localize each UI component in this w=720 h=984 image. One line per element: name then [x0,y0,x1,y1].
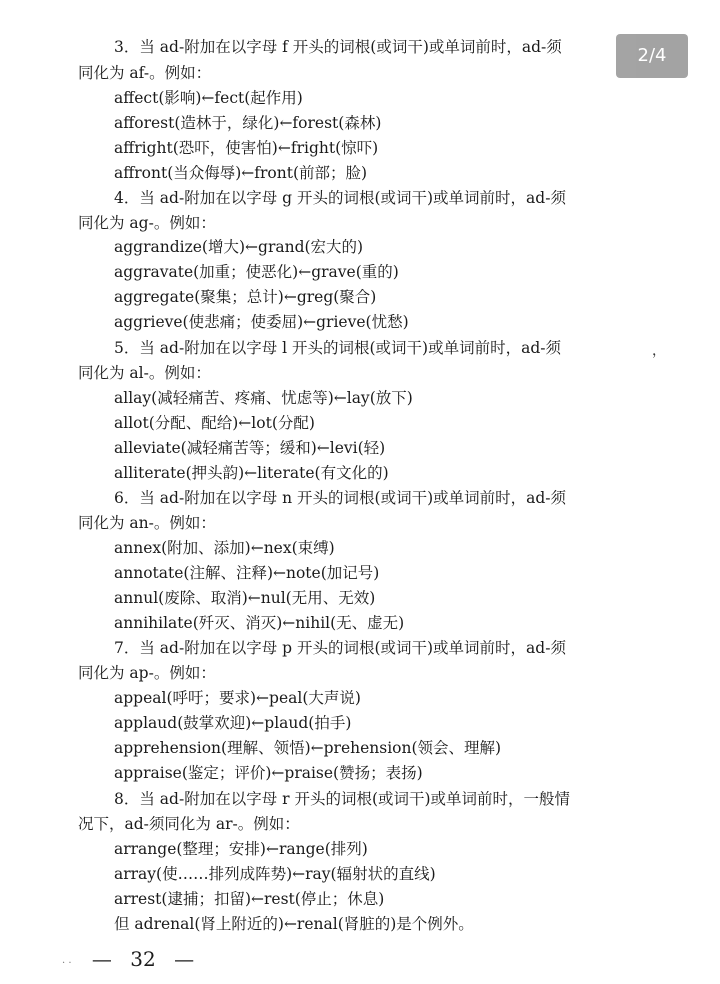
example-affect: affect(影响)←fect(起作用) [114,89,303,107]
exception-adrenal: 但 adrenal(肾上附近的)←renal(肾脏的)是个例外。 [114,915,474,933]
page-indicator-badge[interactable]: 2/4 [616,34,688,78]
rule-f-line-2: 同化为 af-。例如： [78,64,212,82]
example-annex: annex(附加、添加)←nex(束缚) [114,539,335,557]
example-aggravate: aggravate(加重；使恶化)←grave(重的) [114,263,399,281]
example-affront: affront(当众侮辱)←front(前部；脸) [114,164,368,182]
footer-dots: . . [62,954,72,966]
example-arrange: arrange(整理；安排)←range(排列) [114,840,368,858]
rule-n-line-1: 6．当 ad-附加在以字母 n 开头的词根(或词干)或单词前时，ad-须 [114,489,567,507]
example-arrest: arrest(逮捕；扣留)←rest(停止；休息) [114,890,385,908]
rule-f-line-1: 3．当 ad-附加在以字母 f 开头的词根(或词干)或单词前时，ad-须 [114,38,562,56]
example-array: array(使……排列成阵势)←ray(辐射状的直线) [114,865,436,883]
rule-l-line-1: 5．当 ad-附加在以字母 l 开头的词根(或词干)或单词前时，ad-须 [114,339,561,357]
rule-p-line-1: 7．当 ad-附加在以字母 p 开头的词根(或词干)或单词前时，ad-须 [114,639,566,657]
example-alleviate: alleviate(减轻痛苦等；缓和)←levi(轻) [114,439,386,457]
example-aggrieve: aggrieve(使悲痛；使委屈)←grieve(忧愁) [114,313,409,331]
rule-g-line-1: 4．当 ad-附加在以字母 g 开头的词根(或词干)或单词前时，ad-须 [114,189,566,207]
page-footer [62,946,194,974]
example-aggregate: aggregate(聚集；总计)←greg(聚合) [114,288,377,306]
example-appeal: appeal(呼吁；要求)←peal(大声说) [114,689,361,707]
rule-r-line-2: 况下，ad-须同化为 ar-。例如： [78,815,300,833]
example-annul: annul(废除、取消)←nul(无用、无效) [114,589,376,607]
example-alliterate: alliterate(押头韵)←literate(有文化的) [114,464,389,482]
example-afforest: afforest(造林于，绿化)←forest(森林) [114,114,382,132]
footer-dash-right: — [174,947,195,971]
page-number: 32 [130,947,156,971]
rule-g-line-2: 同化为 ag-。例如： [78,214,216,232]
rule-l-line-2: 同化为 al-。例如： [78,364,211,382]
example-annotate: annotate(注解、注释)←note(加记号) [114,564,380,582]
footer-dash-left: — [91,947,112,971]
rule-p-line-2: 同化为 ap-。例如： [78,664,216,682]
rule-n-line-2: 同化为 an-。例如： [78,514,216,532]
rule-r-line-1: 8．当 ad-附加在以字母 r 开头的词根(或词干)或单词前时，一般情 [114,790,571,808]
margin-mark: ， [652,343,666,359]
example-allay: allay(减轻痛苦、疼痛、忧虑等)←lay(放下) [114,389,413,407]
example-affright: affright(恐吓，使害怕)←fright(惊吓) [114,139,379,157]
example-aggrandize: aggrandize(增大)←grand(宏大的) [114,238,364,256]
example-applaud: applaud(鼓掌欢迎)←plaud(拍手) [114,714,352,732]
example-annihilate: annihilate(歼灭、消灭)←nihil(无、虚无) [114,614,405,632]
example-appraise: appraise(鉴定；评价)←praise(赞扬；表扬) [114,764,423,782]
example-apprehension: apprehension(理解、领悟)←prehension(领会、理解) [114,739,502,757]
example-allot: allot(分配、配给)←lot(分配) [114,414,315,432]
